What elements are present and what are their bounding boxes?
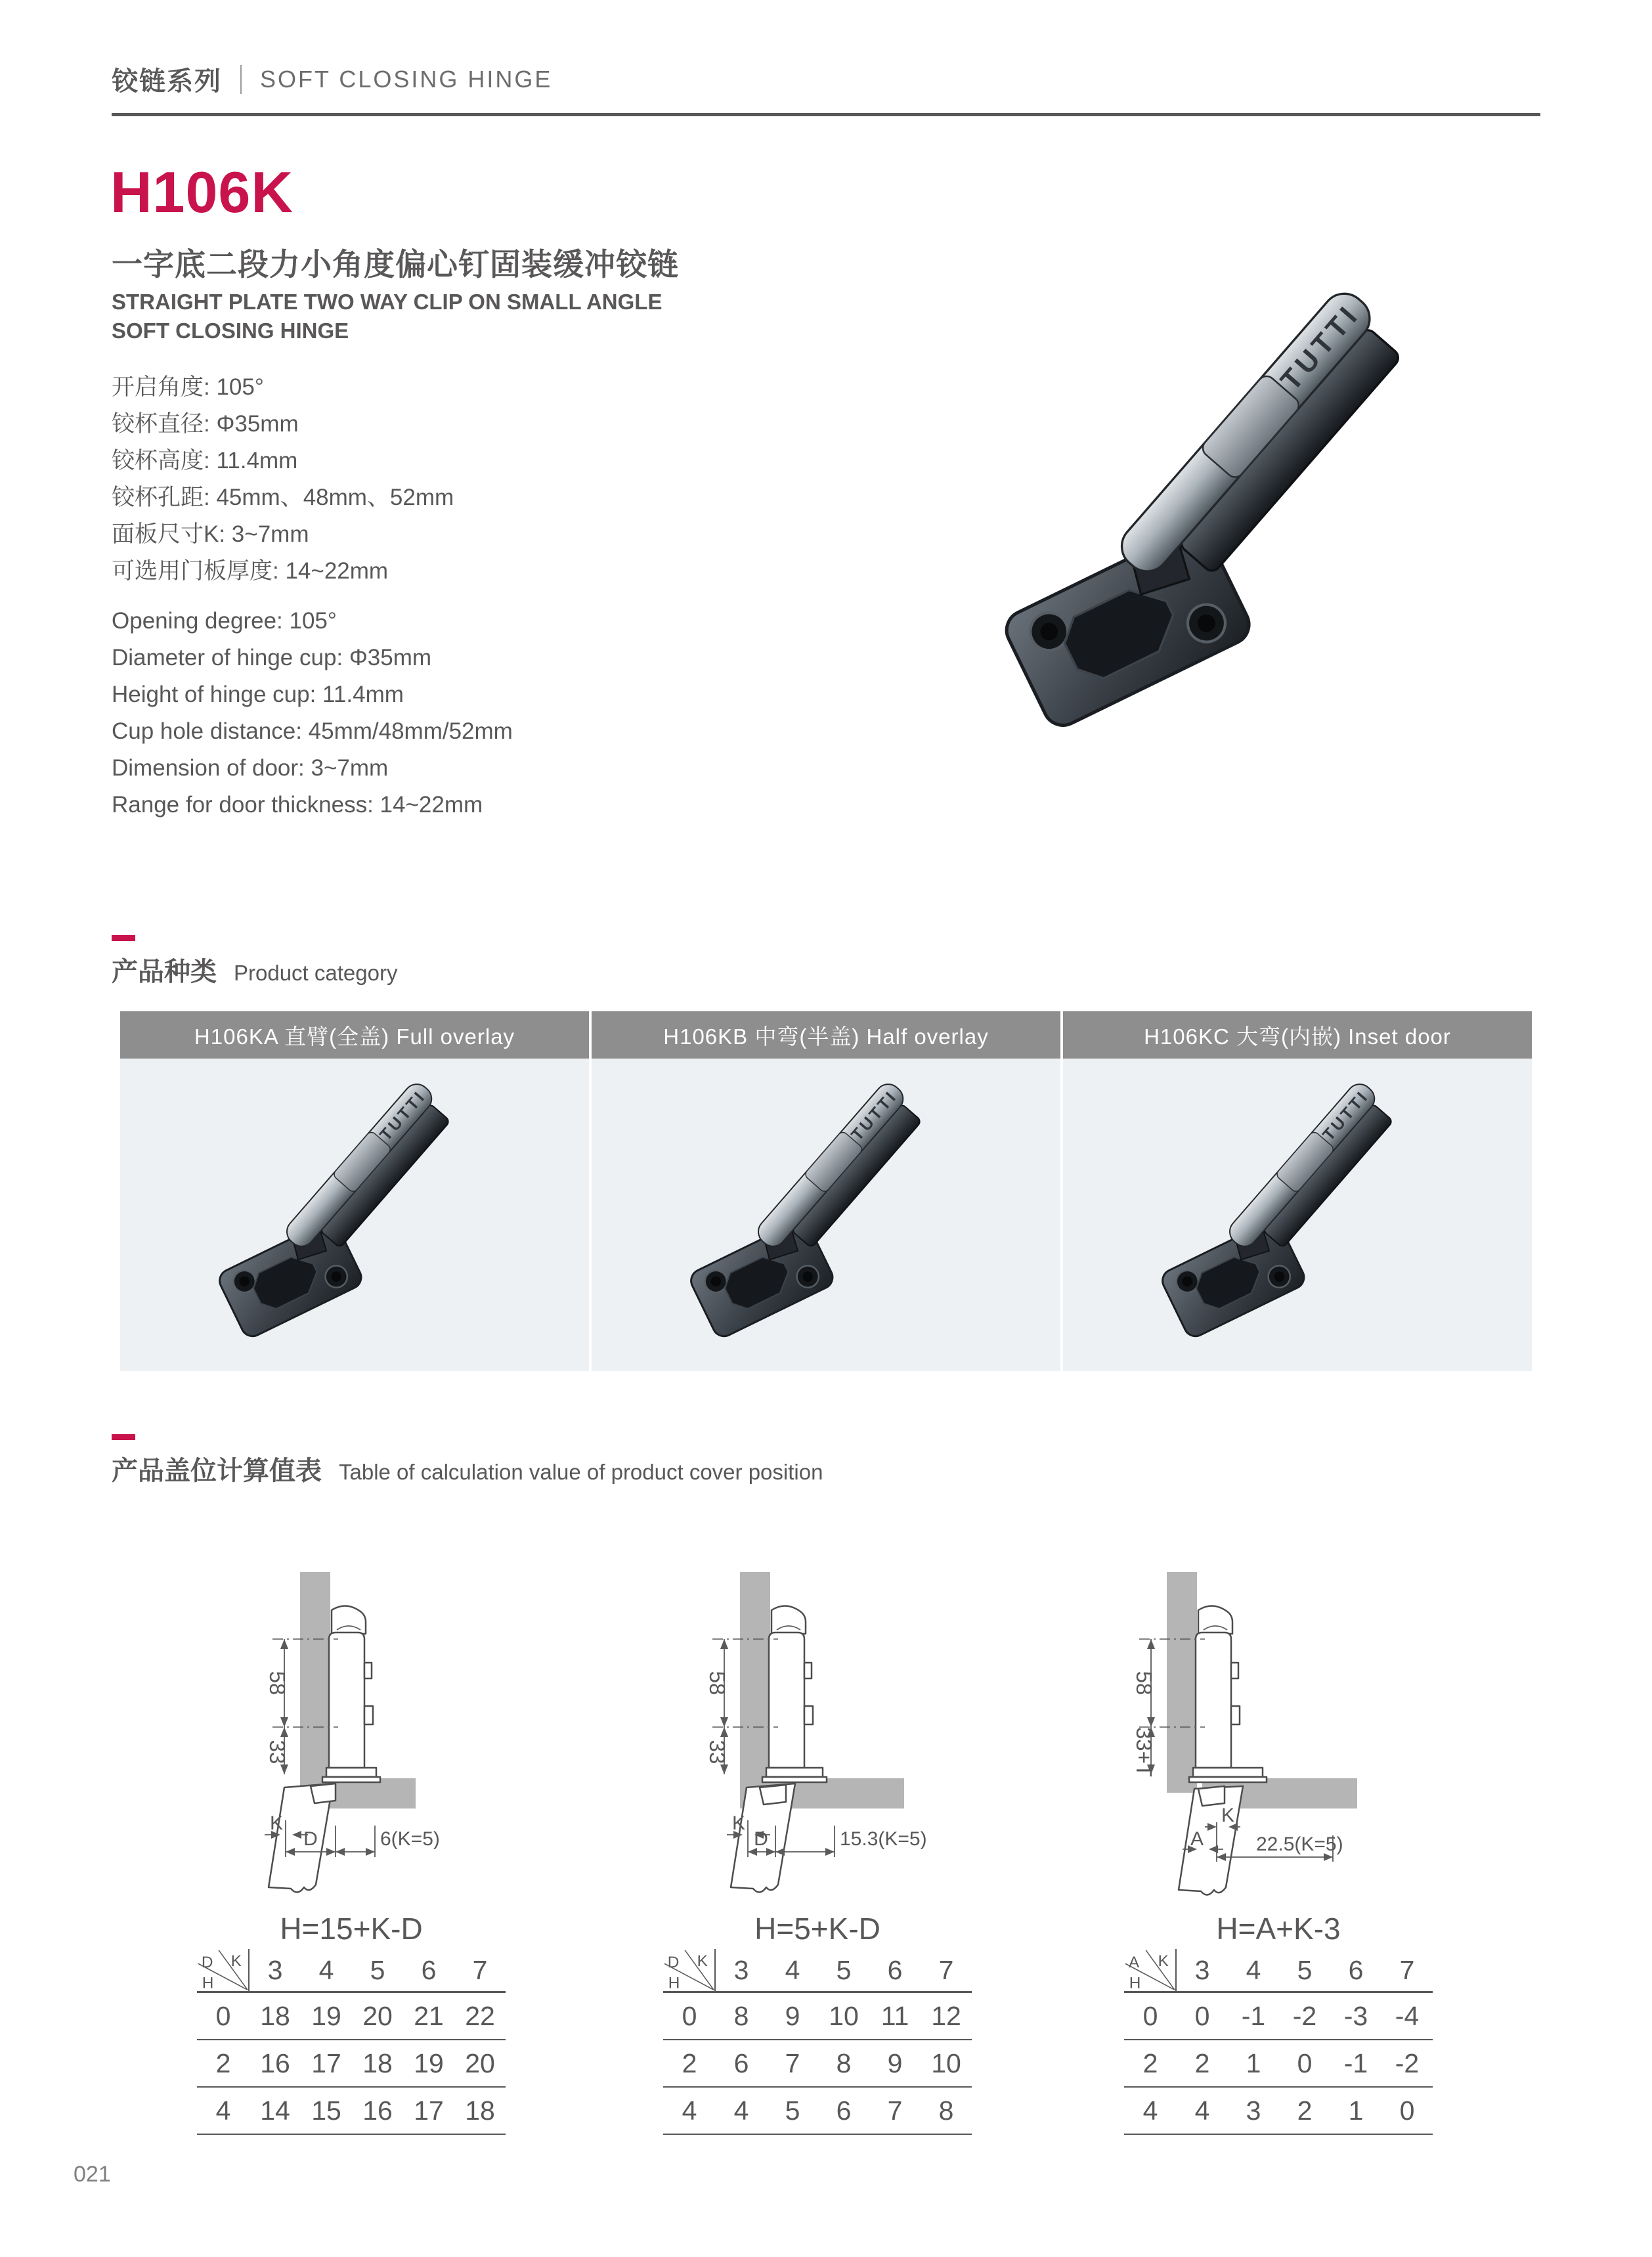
cell-value: 10 — [829, 2000, 859, 2031]
hinge-photo-art — [213, 1067, 496, 1363]
page-number: 021 — [74, 2162, 111, 2187]
table-row — [663, 2088, 972, 2135]
category-photo-half-overlay — [592, 1059, 1060, 1371]
section-marker — [112, 1434, 135, 1440]
table-row — [1124, 1993, 1433, 2040]
corner-diagonal — [1124, 1949, 1175, 1991]
category-header-half-overlay: H106KB 中弯(半盖) Half overlay — [592, 1011, 1060, 1059]
cell-value: 5 — [785, 2095, 800, 2126]
col-header: 5 — [836, 1954, 852, 1985]
cell-value: 2 — [1194, 2048, 1210, 2078]
dim-lower-label: 33 — [705, 1740, 729, 1764]
dim-lower-label: 33 — [265, 1740, 290, 1764]
cell-value: 16 — [362, 2095, 393, 2126]
calc-table-header-row — [663, 1949, 972, 1993]
row-label: 4 — [215, 2095, 231, 2126]
product-name-cn: 一字底二段力小角度偏心钉固装缓冲铰链 — [112, 247, 679, 282]
cell-value: 0 — [1297, 2048, 1313, 2078]
row-label: 2 — [215, 2048, 231, 2078]
col-header: 3 — [267, 1954, 283, 1985]
cell-value: 12 — [931, 2000, 961, 2031]
dim-lower-label: 33+T — [1132, 1726, 1156, 1778]
cell-value: 7 — [887, 2095, 903, 2126]
product-model: H106K — [110, 160, 293, 225]
col-header: 7 — [1399, 1954, 1415, 1985]
table-row — [1124, 2040, 1433, 2088]
cell-value: 17 — [414, 2095, 444, 2126]
cell-value: 18 — [465, 2095, 495, 2126]
spec-en-door-thickness: Range for door thickness: 14~22mm — [112, 792, 483, 818]
table-formula: H=15+K-D — [280, 1912, 423, 1946]
dim-upper-label: 58 — [1132, 1671, 1156, 1696]
corner-cell — [663, 1949, 716, 1991]
col-header: 5 — [370, 1954, 385, 1985]
cell-value: 4 — [1194, 2095, 1210, 2126]
product-name-en — [112, 288, 662, 345]
cell-value: 6 — [836, 2095, 852, 2126]
col-header: 5 — [1297, 1954, 1313, 1985]
header-rule — [112, 113, 1540, 116]
spec-cn-panel-size: 面板尺寸K: 3~7mm — [112, 521, 309, 547]
cell-value: 9 — [887, 2048, 903, 2078]
cell-value: -2 — [1395, 2048, 1420, 2078]
cell-value: 18 — [260, 2000, 290, 2031]
col-header: 4 — [318, 1954, 334, 1985]
spec-cn-cup-hole-distance: 铰杯孔距: 45mm、48mm、52mm — [112, 485, 454, 510]
category-header-full-overlay: H106KA 直臂(全盖) Full overlay — [120, 1011, 589, 1059]
cell-value: 1 — [1246, 2048, 1261, 2078]
calc-table-inset-door — [1124, 1910, 1433, 2135]
hinge-photo-art — [685, 1067, 967, 1363]
cell-value: 21 — [414, 2000, 444, 2031]
category-table-header — [120, 1011, 1532, 1059]
cell-value: 19 — [414, 2048, 444, 2078]
col-header: 3 — [1194, 1954, 1210, 1985]
series-title-en: SOFT CLOSING HINGE — [260, 65, 553, 93]
table-row — [197, 2040, 506, 2088]
table-formula: H=A+K-3 — [1216, 1912, 1341, 1946]
cell-value: 6 — [733, 2048, 749, 2078]
cell-value: 0 — [1399, 2095, 1415, 2126]
row-label: 4 — [1142, 2095, 1158, 2126]
table-row — [197, 1993, 506, 2040]
corner-diagonal — [197, 1949, 248, 1991]
col-header: 6 — [421, 1954, 437, 1985]
row-label: 2 — [682, 2048, 697, 2078]
corner-top-label: A — [1128, 1954, 1140, 1972]
offset-label: 22.5(K=5) — [1256, 1833, 1343, 1855]
table-formula: H=5+K-D — [754, 1912, 880, 1946]
spec-cn-cup-diameter: 铰杯直径: Φ35mm — [112, 411, 299, 437]
cell-value: 20 — [362, 2000, 393, 2031]
hinge-photo-art — [995, 265, 1481, 770]
calc-table-full-overlay — [197, 1910, 506, 2135]
calc-section-title — [112, 1450, 823, 1487]
category-table — [120, 1011, 1532, 1371]
category-header-inset-door: H106KC 大弯(内嵌) Inset door — [1063, 1011, 1532, 1059]
offset-label: 15.3(K=5) — [840, 1828, 927, 1850]
row-label: 2 — [1142, 2048, 1158, 2078]
table-row — [663, 2040, 972, 2088]
spec-en-cup-height: Height of hinge cup: 11.4mm — [112, 682, 404, 707]
product-name-en-line2: SOFT CLOSING HINGE — [112, 318, 349, 343]
corner-top-label: D — [667, 1954, 680, 1972]
hinge-photo-art — [1156, 1067, 1439, 1363]
corner-top-label: D — [201, 1954, 213, 1972]
cell-value: -4 — [1395, 2000, 1420, 2031]
corner-right-label: K — [230, 1952, 242, 1971]
col-header: 6 — [887, 1954, 903, 1985]
cell-value: 0 — [1194, 2000, 1210, 2031]
spec-list-en — [112, 603, 513, 823]
spec-en-cup-diameter: Diameter of hinge cup: Φ35mm — [112, 645, 432, 670]
spec-en-door-dimension: Dimension of door: 3~7mm — [112, 755, 389, 781]
col-header: 7 — [472, 1954, 488, 1985]
depth-label: D — [754, 1828, 768, 1850]
cell-value: 16 — [260, 2048, 290, 2078]
cell-value: 4 — [733, 2095, 749, 2126]
table-row — [197, 2088, 506, 2135]
row-label: 0 — [682, 2000, 697, 2031]
dim-upper-label: 58 — [265, 1671, 290, 1696]
category-photo-inset-door — [1063, 1059, 1532, 1371]
corner-right-label: K — [1158, 1952, 1169, 1971]
corner-cell — [197, 1949, 250, 1991]
spec-cn-door-thickness: 可选用门板厚度: 14~22mm — [112, 558, 389, 584]
spec-en-cup-hole-distance: Cup hole distance: 45mm/48mm/52mm — [112, 718, 513, 744]
col-header: 7 — [938, 1954, 954, 1985]
cell-value: 15 — [311, 2095, 341, 2126]
calc-table-header-row — [1124, 1949, 1433, 1993]
table-row — [663, 1993, 972, 2040]
gap-label: K — [731, 1812, 746, 1834]
row-label: 0 — [215, 2000, 231, 2031]
cell-value: 9 — [785, 2000, 800, 2031]
cell-value: 18 — [362, 2048, 393, 2078]
category-title-cn: 产品种类 — [112, 957, 217, 986]
cell-value: -1 — [1241, 2000, 1266, 2031]
corner-cell — [1124, 1949, 1177, 1991]
corner-bottom-label: H — [1129, 1974, 1141, 1991]
cell-value: -2 — [1292, 2000, 1317, 2031]
col-header: 4 — [785, 1954, 800, 1985]
category-photo-full-overlay — [120, 1059, 589, 1371]
spec-en-opening-degree: Opening degree: 105° — [112, 608, 337, 634]
cell-value: 8 — [733, 2000, 749, 2031]
gap-label: K — [269, 1812, 284, 1834]
header-divider — [240, 65, 242, 94]
section-marker — [112, 935, 135, 941]
calc-table-header-row — [197, 1949, 506, 1993]
cell-value: 19 — [311, 2000, 341, 2031]
diagram-half-overlay — [686, 1569, 968, 1927]
dim-upper-label: 58 — [705, 1671, 729, 1696]
col-header: 3 — [733, 1954, 749, 1985]
col-header: 4 — [1246, 1954, 1261, 1985]
cell-value: -1 — [1343, 2048, 1368, 2078]
depth-label: D — [303, 1828, 318, 1850]
cell-value: 7 — [785, 2048, 800, 2078]
cell-value: 1 — [1348, 2095, 1364, 2126]
cell-value: 8 — [836, 2048, 852, 2078]
cell-value: 17 — [311, 2048, 341, 2078]
calc-table-half-overlay — [663, 1910, 972, 2135]
offset-label: 6(K=5) — [380, 1828, 440, 1850]
cell-value: 11 — [880, 2000, 909, 2031]
series-title-cn: 铰链系列 — [112, 67, 222, 96]
cell-value: 20 — [465, 2048, 495, 2078]
cell-value: 2 — [1297, 2095, 1313, 2126]
cell-value: 22 — [465, 2000, 495, 2031]
spec-cn-cup-height: 铰杯高度: 11.4mm — [112, 448, 298, 473]
depth-label: A — [1190, 1828, 1204, 1850]
spec-list-cn — [112, 369, 454, 590]
corner-right-label: K — [697, 1952, 708, 1971]
calc-title-en: Table of calculation value of product cover position — [339, 1460, 823, 1484]
corner-diagonal — [663, 1949, 714, 1991]
category-table-body — [120, 1059, 1532, 1371]
corner-bottom-label: H — [202, 1974, 214, 1991]
diagram-full-overlay — [246, 1569, 529, 1927]
row-label: 4 — [682, 2095, 697, 2126]
cell-value: 3 — [1246, 2095, 1261, 2126]
cell-value: -3 — [1343, 2000, 1368, 2031]
gap-label: K — [1221, 1805, 1235, 1826]
product-photo — [985, 255, 1490, 780]
cell-value: 8 — [938, 2095, 954, 2126]
spec-cn-opening-angle: 开启角度: 105° — [112, 374, 264, 400]
cell-value: 10 — [931, 2048, 961, 2078]
row-label: 0 — [1142, 2000, 1158, 2031]
product-name-en-line1: STRAIGHT PLATE TWO WAY CLIP ON SMALL ANGLE — [112, 290, 663, 314]
table-row — [1124, 2088, 1433, 2135]
category-section-title — [112, 951, 397, 988]
corner-bottom-label: H — [668, 1974, 680, 1991]
cell-value: 14 — [260, 2095, 290, 2126]
diagram-inset-door — [1113, 1569, 1395, 1927]
category-title-en: Product category — [234, 961, 398, 985]
calc-title-cn: 产品盖位计算值表 — [112, 1457, 322, 1485]
page-header — [112, 60, 1540, 98]
col-header: 6 — [1348, 1954, 1364, 1985]
